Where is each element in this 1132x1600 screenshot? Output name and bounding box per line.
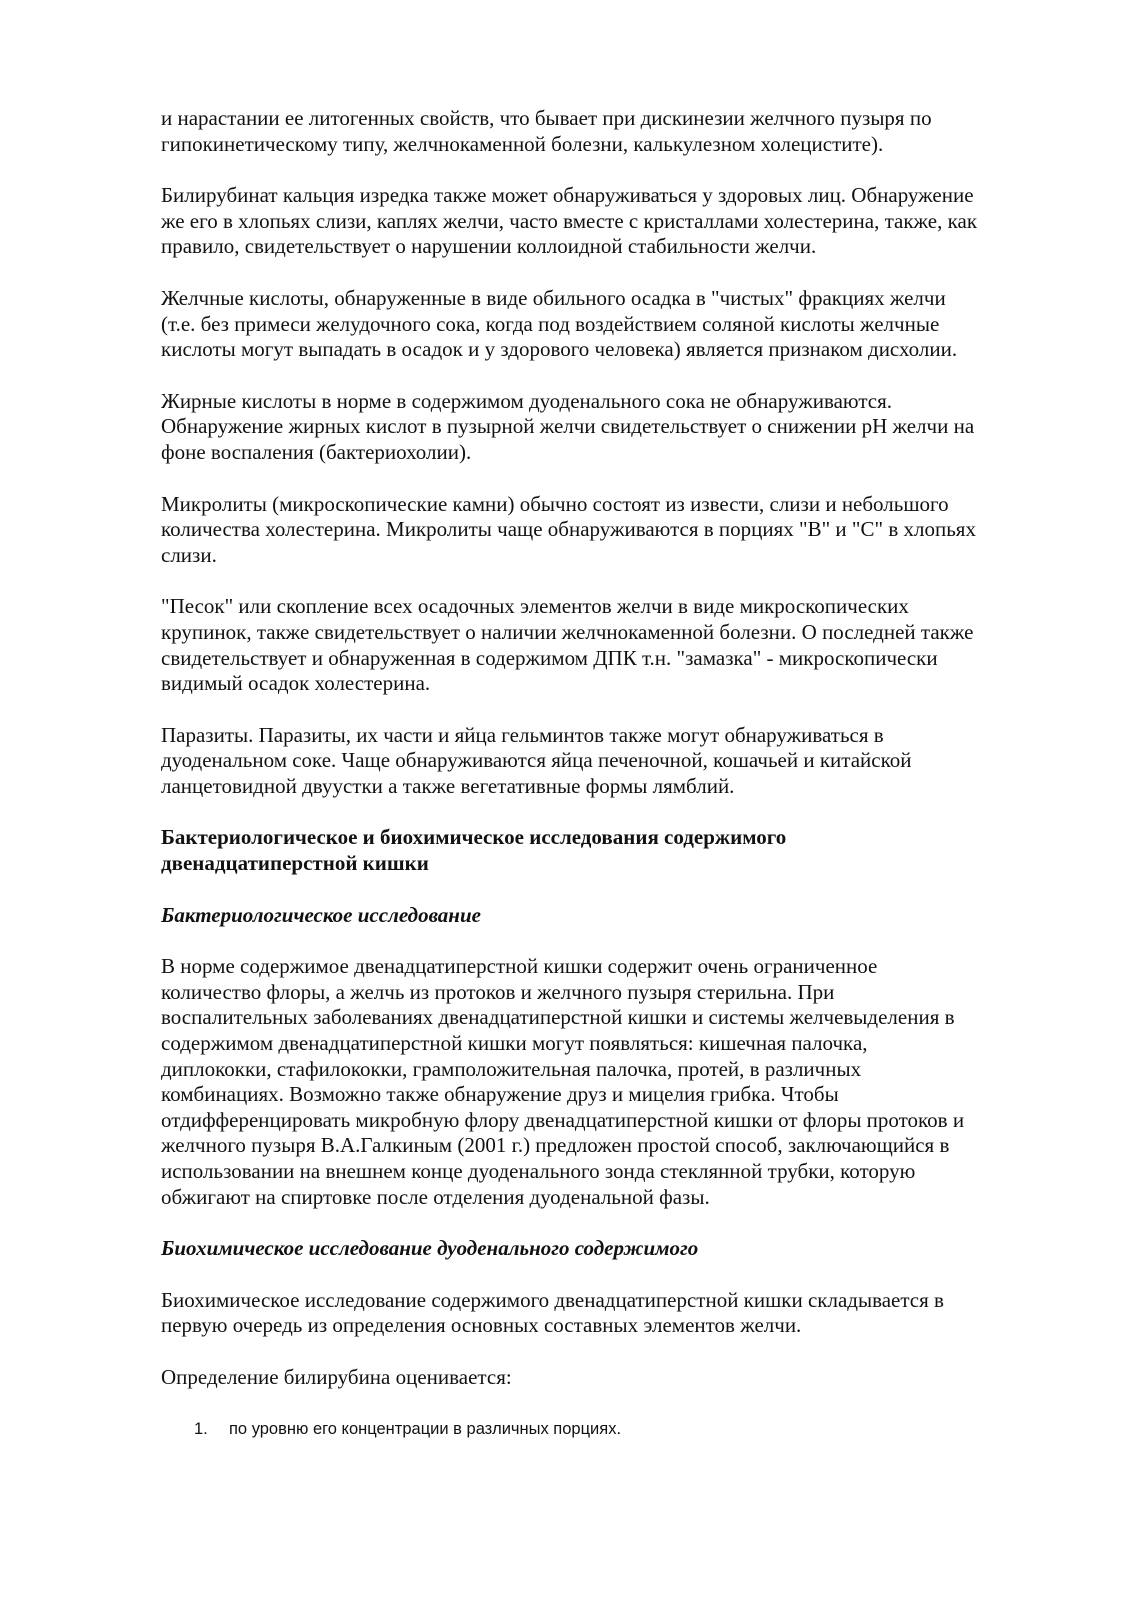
- text-line: обжигают на спиртовке после отделения дуоденальной фазы.: [161, 1184, 710, 1209]
- text-line: (т.е. без примеси желудочного сока, когда под воздействием соляной кислоты желчные: [161, 311, 940, 336]
- text-line: Паразиты. Паразиты, их части и яйца гельминтов также могут обнаруживаться в: [161, 722, 884, 747]
- text-line: "Песок" или скопление всех осадочных элементов желчи в виде микроскопических: [161, 594, 909, 619]
- list-number: 1.: [194, 1419, 208, 1438]
- text-line: же его в хлопьях слизи, каплях желчи, часто вместе с кристаллами холестерина, также, как: [161, 208, 978, 233]
- bacteriology-title: Бактериологическое исследование: [161, 902, 481, 927]
- text-line: слизи.: [161, 542, 217, 567]
- text-line: Микролиты (микроскопические камни) обычно состоят из извести, слизи и небольшого: [161, 491, 949, 516]
- text-line: фоне воспаления (бактериохолии).: [161, 439, 472, 464]
- biochemistry-title: Биохимическое исследование дуоденального содержимого: [161, 1236, 699, 1261]
- text-line: желчного пузыря В.А.Галкиным (2001 г.) предложен простой способ, заключающийся в: [161, 1133, 950, 1158]
- text-line: дуоденальном соке. Чаще обнаруживаются яйца печеночной, кошачьей и китайской: [161, 748, 912, 773]
- text-line: воспалительных заболеваниях двенадцатиперстной кишки и системы желчевыделения в: [161, 1005, 955, 1030]
- text-line: В норме содержимое двенадцатиперстной кишки содержит очень ограниченное: [161, 954, 878, 979]
- text-line: крупинок, также свидетельствует о наличии желчнокаменной болезни. О последней также: [161, 619, 974, 644]
- paragraph-fatty-acids: [161, 389, 1061, 466]
- text-line: видимый осадок холестерина.: [161, 671, 431, 696]
- paragraph-lithogenic: [161, 106, 1061, 157]
- paragraph-calcium-bilirubinate: [161, 183, 1061, 260]
- paragraph-sand: [161, 594, 1061, 696]
- text-line: количество флоры, а желчь из протоков и желчного пузыря стерильна. При: [161, 979, 835, 1004]
- paragraph-microliths: [161, 492, 1061, 569]
- paragraph-bile-acids: [161, 286, 1061, 363]
- text-line: первую очередь из определения основных составных элементов желчи.: [161, 1313, 802, 1338]
- text-line: диплококки, стафилококки, грамположительная палочка, протей, в различных: [161, 1056, 862, 1081]
- text-line: кислоты могут выпадать в осадок и у здорового человека) является признаком дисхолии.: [161, 337, 958, 362]
- paragraph-bilirubin-intro: Определение билирубина оценивается:: [161, 1364, 512, 1389]
- heading-line: двенадцатиперстной кишки: [161, 851, 429, 876]
- text-line: содержимом двенадцатиперстной кишки могут появляться: кишечная палочка,: [161, 1031, 868, 1056]
- paragraph-bacteriology: [161, 954, 1061, 1210]
- text-line: Жирные кислоты в норме в содержимом дуоденального сока не обнаруживаются.: [161, 388, 892, 413]
- text-line: Биохимическое исследование содержимого двенадцатиперстной кишки складывается в: [161, 1287, 944, 1312]
- text-line: использовании на внешнем конце дуоденального зонда стеклянной трубки, которую: [161, 1159, 916, 1183]
- document-page: [161, 106, 1061, 1441]
- text-line: ланцетовидной двуустки а также вегетативные формы лямблий.: [161, 773, 735, 798]
- list-item-text: по уровню его концентрации в различных порциях.: [229, 1419, 622, 1438]
- text-line: количества холестерина. Микролиты чаще обнаруживаются в порциях "В" и "С" в хлопьях: [161, 517, 976, 542]
- section-heading: [161, 825, 1061, 876]
- heading-line: Бактериологическое и биохимическое исследования содержимого: [161, 825, 787, 850]
- text-line: комбинациях. Возможно также обнаружение друз и мицелия грибка. Чтобы: [161, 1082, 839, 1107]
- paragraph-biochemistry: [161, 1288, 1061, 1339]
- text-line: гипокинетическому типу, желчнокаменной болезни, калькулезном холецистите).: [161, 131, 884, 156]
- text-line: отдифференцировать микробную флору двенадцатиперстной кишки от флоры протоков и: [161, 1107, 965, 1132]
- text-line: свидетельствует и обнаруженная в содержимом ДПК т.н. "замазка" - микроскопически: [161, 645, 938, 670]
- paragraph-parasites: [161, 723, 1061, 800]
- text-line: Билирубинат кальция изредка также может обнаруживаться у здоровых лиц. Обнаружение: [161, 183, 974, 208]
- list-item: [161, 1417, 1061, 1441]
- text-line: правило, свидетельствует о нарушении коллоидной стабильности желчи.: [161, 234, 817, 259]
- text-line: Обнаружение жирных кислот в пузырной желчи свидетельствует о снижении pH желчи на: [161, 414, 975, 439]
- text-line: и нарастании ее литогенных свойств, что бывает при дискинезии желчного пузыря по: [161, 106, 932, 130]
- bilirubin-list: [161, 1417, 1061, 1441]
- text-line: Желчные кислоты, обнаруженные в виде обильного осадка в "чистых" фракциях желчи: [161, 285, 946, 310]
